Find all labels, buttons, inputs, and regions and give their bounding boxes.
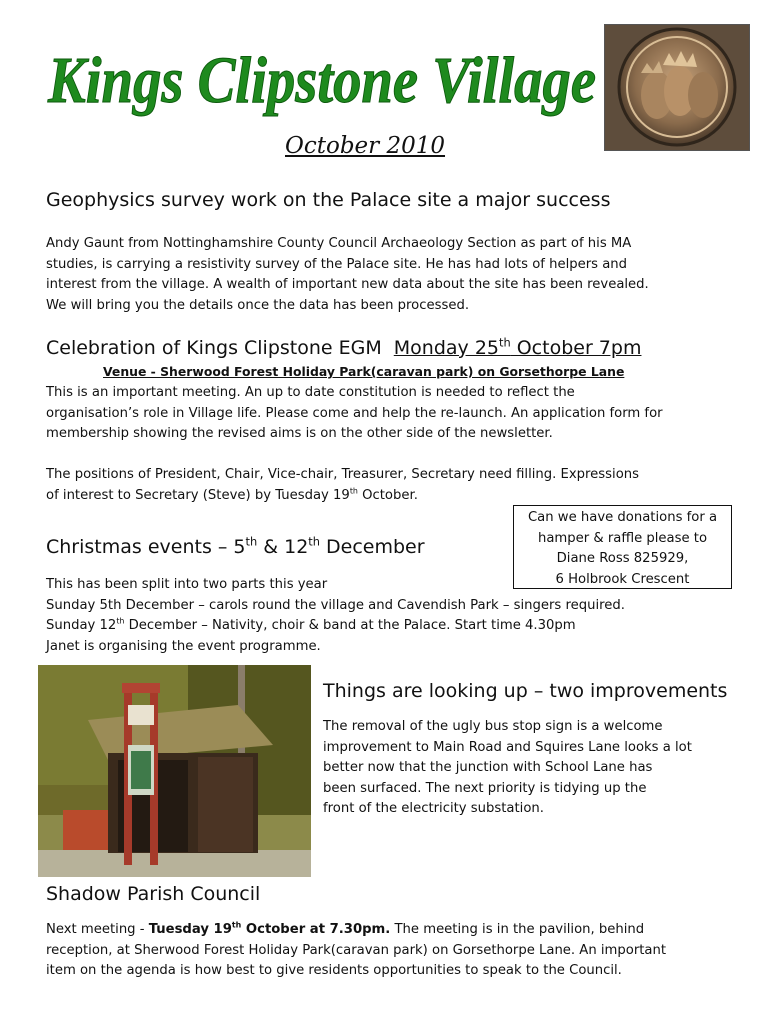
body-line: membership showing the revised aims is on the other side of the newsletter. <box>46 426 553 441</box>
issue-date: October 2010 <box>285 133 446 159</box>
body-line: studies, is carrying a resistivity survey of the Palace site. He has had lots of helpers and <box>46 256 628 272</box>
egm-date <box>394 337 642 359</box>
bus-shelter-photo <box>38 665 311 877</box>
egm-venue: Venue - Sherwood Forest Holiday Park(caravan park) on Gorsethorpe Lane <box>103 364 625 379</box>
egm-date-rest: October 7pm <box>510 337 642 359</box>
donations-line: Can we have donations for a <box>527 510 718 525</box>
geophysics-body <box>46 234 649 316</box>
body-line: item on the agenda is how best to give residents opportunities to speak to the Council. <box>46 963 622 978</box>
meeting-date-time: October at 7.30pm. <box>241 922 391 937</box>
suffix: th <box>308 534 320 549</box>
egm-heading-text: Celebration of Kings Clipstone EGM <box>46 337 382 359</box>
masthead-title <box>44 14 604 124</box>
suffix: th <box>116 616 125 626</box>
shadow-council-heading: Shadow Parish Council <box>46 883 261 905</box>
suffix: th <box>231 920 242 930</box>
shadow-council-body <box>46 920 666 982</box>
donations-line: hamper & raffle please to <box>537 530 708 546</box>
masthead-title-text: Kings Clipstone Village <box>47 44 596 117</box>
body-line: This is an important meeting. An up to date constitution is needed to reflect the <box>46 385 575 400</box>
egm-date-day: Monday 25 <box>393 337 499 359</box>
body-line: improvement to Main Road and Squires Lane looks a lot <box>323 739 692 755</box>
christmas-heading-part: & 12 <box>257 536 309 558</box>
body-line-rest: December – Nativity, choir & band at the Palace. Start time 4.30pm <box>124 618 576 633</box>
meeting-date <box>149 922 391 937</box>
body-line: Andy Gaunt from Nottinghamshire County Council Archaeology Section as part of his MA <box>46 236 632 251</box>
egm-heading <box>46 337 641 359</box>
donations-line: Diane Ross 825929, <box>556 551 689 566</box>
body-line: The positions of President, Chair, Vice-chair, Treasurer, Secretary need filling. Expressions <box>46 467 639 482</box>
body-line: This has been split into two parts this year <box>46 577 328 592</box>
geophysics-heading: Geophysics survey work on the Palace site a major success <box>46 189 611 211</box>
body-line: Next meeting - <box>46 922 149 937</box>
body-line: reception, at Sherwood Forest Holiday Park(caravan park) on Gorsethorpe Lane. An important <box>46 942 667 958</box>
body-line: of interest to Secretary (Steve) by Tuesday 19 <box>46 487 350 503</box>
body-line-rest: The meeting is in the pavilion, behind <box>390 922 645 937</box>
body-line-rest: October. <box>357 487 418 503</box>
christmas-heading <box>46 536 425 558</box>
bronze-medallion-icon <box>604 24 750 151</box>
donations-line: 6 Holbrook Crescent <box>555 571 690 587</box>
body-line: been surfaced. The next priority is tidying up the <box>323 780 647 796</box>
suffix: th <box>349 486 358 496</box>
body-line: better now that the junction with School Lane has <box>323 760 653 775</box>
suffix: th <box>245 534 258 549</box>
body-line: The removal of the ugly bus stop sign is a welcome <box>323 719 663 734</box>
body-line: Janet is organising the event programme. <box>46 638 321 654</box>
improvements-heading: Things are looking up – two improvements <box>323 680 728 702</box>
body-line: front of the electricity substation. <box>323 801 544 816</box>
body-line: Sunday 12 <box>46 618 117 633</box>
meeting-date-day: Tuesday 19 <box>148 922 232 937</box>
masthead-title-graphic <box>44 14 604 124</box>
egm-date-suffix: th <box>499 335 511 350</box>
body-line: interest from the village. A wealth of important new data about the site has been revealed. <box>46 277 649 292</box>
improvements-body <box>323 717 692 820</box>
body-line: Sunday 5th December – carols round the village and Cavendish Park – singers required. <box>46 597 625 613</box>
christmas-body <box>46 575 625 657</box>
christmas-heading-part: Christmas events – 5 <box>46 536 246 558</box>
egm-body <box>46 383 663 445</box>
positions-body <box>46 465 639 506</box>
christmas-heading-part: December <box>319 536 425 558</box>
body-line: organisation’s role in Village life. Please come and help the re-launch. An application form for <box>46 405 663 421</box>
body-line: We will bring you the details once the data has been processed. <box>46 297 470 313</box>
